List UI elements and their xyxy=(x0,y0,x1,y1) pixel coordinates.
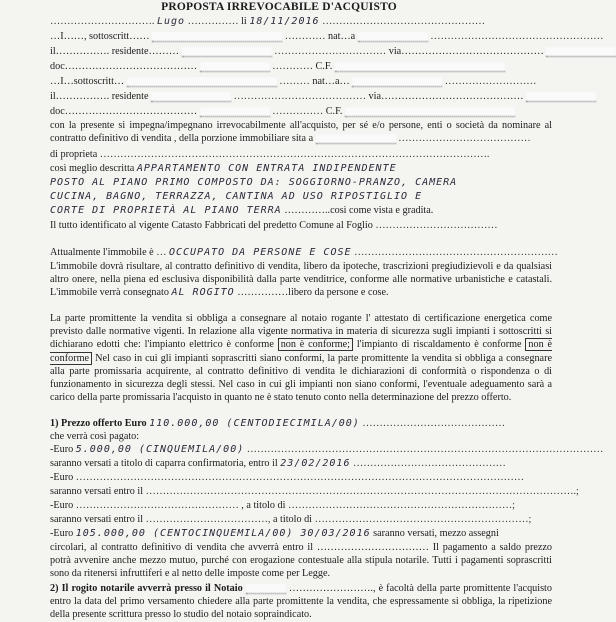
price-handwritten: 110.000,00 (CENTODIECIMILA/00) xyxy=(149,418,360,429)
proprieta-line: di proprieta ……………………………………………………………………………………………………. xyxy=(50,149,490,160)
redacted-cf xyxy=(335,62,505,72)
notary-paragraph: 2) Il rogito notarile avverrà presso il Notaio ……………………., è facoltà della parte promittente l'acquisto entro la data del primo versamento chiedere alla parte promittente la vendita, che espressamente si obbliga, la ripetizione della presente scrittura presso lo studio del notaio sopraindicato. xyxy=(50,583,552,621)
price-line: 1) Prezzo offerto Euro 110.000,00 (CENTODIECIMILA/00) …………………………………… xyxy=(50,418,505,429)
balance-paragraph: circolari, al contratto definitivo di vendita che avverrà entro il …………………………… Il pagamento a saldo prezzo potrà avvenire anche mezzo mutuo, purché con erogazione contestuale alla stipula notarile. Tutti i pagamenti soprascritti sono da ritenersi infruttiferi e al netto delle imposte come per Legge. xyxy=(50,542,552,580)
li-label: li xyxy=(241,16,247,27)
description-line1: così meglio descritta APPARTAMENTO CON ENTRATA INDIPENDENTE xyxy=(50,163,397,174)
redacted-birthplace xyxy=(352,77,442,87)
place-handwritten: Lugo xyxy=(156,16,186,27)
redacted-notary xyxy=(246,584,286,594)
description-handwritten-4: CORTE DI PROPRIETÀ AL PIANO TERRA xyxy=(50,205,282,216)
party2-line1: …I…sottoscritt… ……… nat…a… ……………………… xyxy=(50,76,537,87)
payment-row-6: saranno versati entro il ………………………………, a titolo di ………………………………………………………; xyxy=(50,514,532,525)
description-line4: CORTE DI PROPRIETÀ AL PIANO TERRA …………..così come vista e gradita. xyxy=(50,205,434,216)
description-line3 xyxy=(50,190,552,203)
redacted-location xyxy=(316,134,396,144)
redacted-street xyxy=(526,92,596,102)
redacted-doc xyxy=(200,107,270,117)
party1-line1: …I……, sottoscritt…… ………… nat…a …………………………………………… xyxy=(50,31,604,42)
status-handwritten: OCCUPATO DA PERSONE E COSE xyxy=(168,247,352,258)
party2-line3: doc………………………………… …………… C.F. xyxy=(50,105,552,118)
document-title: PROPOSTA IRREVOCABILE D'ACQUISTO xyxy=(161,1,397,13)
description-handwritten-2: POSTO AL PIANO PRIMO COMPOSTO DA: SOGGIORNO-PRANZO, CAMERA xyxy=(50,177,458,188)
balance-handwritten: 105.000,00 (CENTOCINQUEMILA/00) 30/03/2016 xyxy=(75,528,371,539)
clause-free-of-burdens: L'immobile dovrà risultare, al contratto definitivo di vendita, libero da ipoteche, trascrizioni pregiudizievoli e da qualsiasi altro onere, nella piena ed esclusiva disponibilità dalla parte venditrice, conforme alle normative urbanistiche e catastali. L'immobile verrà consegnato AL ROGITO ……………libero da persone e cose. xyxy=(50,261,552,299)
description-handwritten-3: CUCINA, BAGNO, TERRAZZA, CANTINA AD USO RIPOSTIGLIO E xyxy=(50,191,423,202)
status-line: Attualmente l'immobile è … OCCUPATO DA PERSONE E COSE …………………………………………………… xyxy=(50,247,558,258)
description-line2 xyxy=(50,176,552,189)
date-line: …………………………. Lugo …………… li 18/11/2016 ………………………………………… xyxy=(50,16,486,27)
redacted-residence xyxy=(182,47,272,57)
commitment-paragraph: con la presente si impegna/impegnano irrevocabilmente all'acquisto, per sé e/o persone, enti o società da nominare al contratto definitivo di vendita , della porzione immobiliare sita a ………………………………… xyxy=(50,120,552,145)
payment-row-5: -Euro ………………………………………… , a titolo di …………………………………………………………; xyxy=(50,500,515,511)
redacted-residence xyxy=(151,92,231,102)
description-handwritten-1: APPARTAMENTO CON ENTRATA INDIPENDENTE xyxy=(136,163,397,174)
date-handwritten: 18/11/2016 xyxy=(249,16,320,27)
party2-line2: il……………. residente ………………………………… via…………………………………… xyxy=(50,90,552,103)
redacted-doc xyxy=(200,62,270,72)
payment-row-3: -Euro …………………………………………………………………………………………………………………… xyxy=(50,472,524,483)
redacted-cf xyxy=(345,107,515,117)
party1-line2: il……………. residente……… …………………………… via…………………………………… xyxy=(50,45,552,58)
redacted-name xyxy=(127,77,277,87)
payment-row-4: saranno versati entro il ……………………………………………………………………………………………………………….; xyxy=(50,486,579,497)
paid-as-line: che verrà così pagato: xyxy=(50,431,140,442)
redacted-street xyxy=(546,47,616,57)
payment-row-7: -Euro 105.000,00 (CENTOCINQUEMILA/00) 30/03/2016 saranno versati, mezzo assegni xyxy=(50,528,499,539)
party1-line3: doc………………………………… ………… C.F. xyxy=(50,60,552,73)
clause-compliance: La parte promittente la vendita si obbliga a consegnare al notaio rogante l' attestato di certificazione energetica come previsto dalle normative vigenti. In relazione alla vigente normativa in materia di sicurezza sugli impianti i sottoscritti si dichiarano edotti che: l'impianto elettrico è conforme non è conforme; l'impianto di riscaldamento è conforme non è conforme Nel caso in cui gli impianti soprascritti siano conformi, la parte promittente la vendita si obbliga a consegnare alla parte promissaria acquirente, al contratto definitivo di vendita le dichiarazioni di conformità o rispondenza o di funzionamento in sicurezza degli stessi. Nel caso in cui gli impianti non siano conformi, l'eventuale adeguamento sarà a carico della parte promissaria l'acquisto in quanto ne è stato tenuto conto nella determinazione del prezzo offerto. xyxy=(50,313,553,404)
electric-not-conform-box: non è conforme; xyxy=(278,338,353,351)
redacted-name xyxy=(152,32,282,42)
delivery-handwritten: AL ROGITO xyxy=(171,287,235,299)
redacted-birthplace xyxy=(358,32,428,42)
payment-row-1: -Euro 5.000,00 (CINQUEMILA/00) …………………………………………………………………………………………… xyxy=(50,444,604,455)
payment-row-2: saranno versati a titolo di caparra confirmatoria, entro il 23/02/2016 ……………………………………… xyxy=(50,458,506,469)
cadastre-line: Il tutto identificato al vigente Catasto Fabbricati del predetto Comune al Foglio ……………………………… xyxy=(50,220,498,231)
heating-not-conform-box: non è conforme xyxy=(50,339,553,364)
